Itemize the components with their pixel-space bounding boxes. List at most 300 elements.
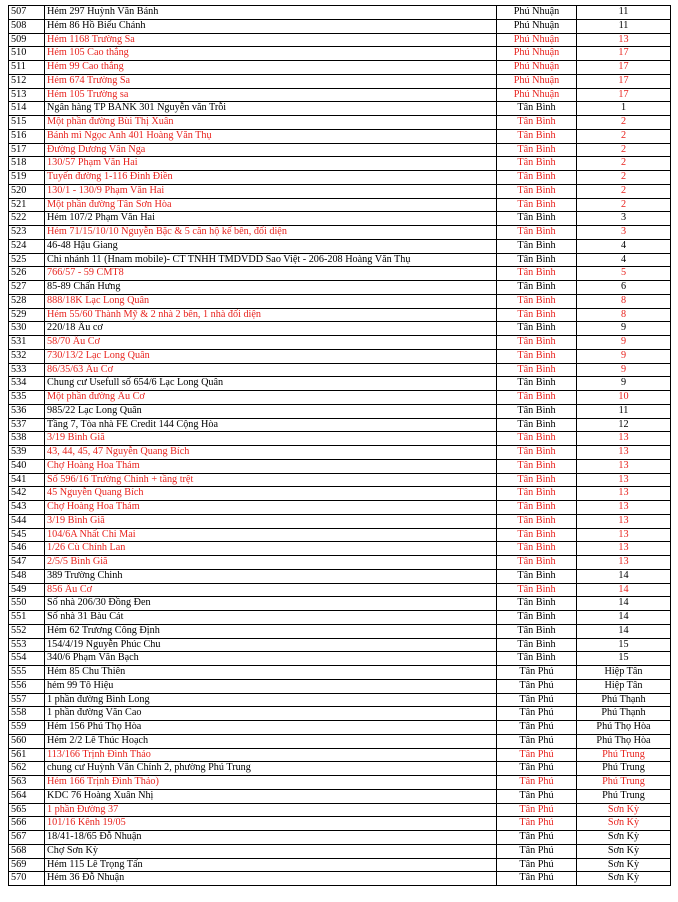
- table-row: [9, 432, 671, 446]
- table-row: [9, 184, 671, 198]
- ward-cell: 15: [577, 638, 671, 652]
- ward-cell: 9: [577, 322, 671, 336]
- row-number: 569: [9, 858, 45, 872]
- table-row: [9, 404, 671, 418]
- ward-cell: 13: [577, 459, 671, 473]
- address-cell: KDC 76 Hoàng Xuân Nhị: [45, 789, 497, 803]
- ward-cell: Sơn Kỳ: [577, 844, 671, 858]
- table-row: [9, 721, 671, 735]
- table-row: [9, 789, 671, 803]
- district-cell: Tân Bình: [497, 528, 577, 542]
- address-cell: Chợ Hoàng Hoa Thám: [45, 459, 497, 473]
- row-number: 545: [9, 528, 45, 542]
- table-row: [9, 734, 671, 748]
- ward-cell: 13: [577, 501, 671, 515]
- address-cell: Một phần đường Bùi Thị Xuân: [45, 116, 497, 130]
- ward-cell: Sơn Kỳ: [577, 803, 671, 817]
- address-cell: 154/4/19 Nguyễn Phúc Chu: [45, 638, 497, 652]
- ward-cell: 14: [577, 583, 671, 597]
- table-row: [9, 748, 671, 762]
- district-cell: Tân Bình: [497, 514, 577, 528]
- address-cell: 340/6 Phạm Văn Bạch: [45, 652, 497, 666]
- address-cell: Đường Dương Vân Nga: [45, 143, 497, 157]
- table-row: [9, 707, 671, 721]
- district-cell: Tân Phú: [497, 734, 577, 748]
- table-row: [9, 583, 671, 597]
- address-cell: Bánh mì Ngọc Anh 401 Hoàng Văn Thụ: [45, 129, 497, 143]
- district-cell: Tân Bình: [497, 322, 577, 336]
- row-number: 564: [9, 789, 45, 803]
- row-number: 566: [9, 817, 45, 831]
- district-cell: Tân Bình: [497, 583, 577, 597]
- table-row: [9, 776, 671, 790]
- address-cell: 3/19 Bình Giã: [45, 514, 497, 528]
- ward-cell: 14: [577, 611, 671, 625]
- district-cell: Tân Phú: [497, 844, 577, 858]
- table-row: [9, 418, 671, 432]
- district-cell: Phú Nhuận: [497, 33, 577, 47]
- district-cell: Tân Bình: [497, 501, 577, 515]
- ward-cell: 2: [577, 157, 671, 171]
- row-number: 541: [9, 473, 45, 487]
- address-cell: Hẻm 86 Hồ Biểu Chánh: [45, 19, 497, 33]
- address-cell: Hẻm 105 Trường sa: [45, 88, 497, 102]
- ward-cell: 2: [577, 129, 671, 143]
- district-cell: Tân Phú: [497, 721, 577, 735]
- table-row: [9, 624, 671, 638]
- row-number: 563: [9, 776, 45, 790]
- row-number: 511: [9, 61, 45, 75]
- district-cell: Tân Bình: [497, 116, 577, 130]
- address-cell: 2/5/5 Bình Giã: [45, 556, 497, 570]
- district-cell: Tân Bình: [497, 611, 577, 625]
- table-row: [9, 239, 671, 253]
- address-cell: 113/166 Trịnh Đình Thảo: [45, 748, 497, 762]
- table-row: [9, 679, 671, 693]
- address-cell: Hẻm 71/15/10/10 Nguyễn Bặc & 5 căn hộ kế bên, đối diện: [45, 226, 497, 240]
- table-row: [9, 597, 671, 611]
- table-row: [9, 569, 671, 583]
- table-row: [9, 844, 671, 858]
- row-number: 536: [9, 404, 45, 418]
- table-row: [9, 487, 671, 501]
- row-number: 519: [9, 171, 45, 185]
- district-cell: Tân Bình: [497, 336, 577, 350]
- row-number: 553: [9, 638, 45, 652]
- district-cell: Tân Phú: [497, 693, 577, 707]
- row-number: 524: [9, 239, 45, 253]
- row-number: 537: [9, 418, 45, 432]
- row-number: 527: [9, 281, 45, 295]
- address-cell: 130/1 - 130/9 Phạm Văn Hai: [45, 184, 497, 198]
- table-row: [9, 501, 671, 515]
- ward-cell: 6: [577, 281, 671, 295]
- ward-cell: 12: [577, 418, 671, 432]
- district-cell: Tân Bình: [497, 349, 577, 363]
- address-cell: Số 596/16 Trường Chinh + tầng trệt: [45, 473, 497, 487]
- row-number: 554: [9, 652, 45, 666]
- address-cell: Chợ Hoàng Hoa Thám: [45, 501, 497, 515]
- address-cell: 45 Nguyễn Quang Bích: [45, 487, 497, 501]
- district-cell: Phú Nhuận: [497, 6, 577, 20]
- row-number: 516: [9, 129, 45, 143]
- ward-cell: Sơn Kỳ: [577, 817, 671, 831]
- district-cell: Tân Phú: [497, 707, 577, 721]
- district-cell: Tân Bình: [497, 363, 577, 377]
- table-row: [9, 19, 671, 33]
- ward-cell: 3: [577, 226, 671, 240]
- address-cell: 1 phần đường Bình Long: [45, 693, 497, 707]
- row-number: 533: [9, 363, 45, 377]
- row-number: 551: [9, 611, 45, 625]
- district-cell: Tân Bình: [497, 129, 577, 143]
- ward-cell: Hiệp Tân: [577, 679, 671, 693]
- table-row: [9, 198, 671, 212]
- ward-cell: 14: [577, 569, 671, 583]
- district-cell: Tân Bình: [497, 198, 577, 212]
- ward-cell: 9: [577, 377, 671, 391]
- row-number: 557: [9, 693, 45, 707]
- table-row: [9, 212, 671, 226]
- ward-cell: 2: [577, 116, 671, 130]
- district-cell: Tân Bình: [497, 239, 577, 253]
- ward-cell: 11: [577, 19, 671, 33]
- row-number: 543: [9, 501, 45, 515]
- table-row: [9, 322, 671, 336]
- table-body: [9, 6, 671, 886]
- ward-cell: 14: [577, 597, 671, 611]
- ward-cell: 13: [577, 487, 671, 501]
- row-number: 510: [9, 47, 45, 61]
- district-cell: Phú Nhuận: [497, 88, 577, 102]
- table-row: [9, 528, 671, 542]
- row-number: 530: [9, 322, 45, 336]
- address-cell: Hẻm 674 Trường Sa: [45, 74, 497, 88]
- table-row: [9, 363, 671, 377]
- row-number: 550: [9, 597, 45, 611]
- ward-cell: Phú Trung: [577, 789, 671, 803]
- district-cell: Tân Bình: [497, 556, 577, 570]
- address-cell: 104/6A Nhất Chi Mai: [45, 528, 497, 542]
- row-number: 538: [9, 432, 45, 446]
- ward-cell: 2: [577, 171, 671, 185]
- ward-cell: 15: [577, 652, 671, 666]
- table-row: [9, 762, 671, 776]
- address-cell: chung cư Huỳnh Văn Chính 2, phường Phú Trung: [45, 762, 497, 776]
- row-number: 508: [9, 19, 45, 33]
- address-cell: Hẻm 99 Cao thắng: [45, 61, 497, 75]
- address-cell: 18/41-18/65 Đỗ Nhuận: [45, 831, 497, 845]
- ward-cell: 17: [577, 47, 671, 61]
- ward-cell: 9: [577, 363, 671, 377]
- district-cell: Tân Bình: [497, 102, 577, 116]
- table-row: [9, 803, 671, 817]
- row-number: 529: [9, 308, 45, 322]
- ward-cell: Phú Thọ Hòa: [577, 734, 671, 748]
- ward-cell: 14: [577, 624, 671, 638]
- ward-cell: 13: [577, 556, 671, 570]
- table-row: [9, 281, 671, 295]
- address-cell: 43, 44, 45, 47 Nguyễn Quang Bích: [45, 446, 497, 460]
- row-number: 521: [9, 198, 45, 212]
- row-number: 562: [9, 762, 45, 776]
- district-cell: Tân Phú: [497, 817, 577, 831]
- address-cell: 220/18 Âu cơ: [45, 322, 497, 336]
- district-cell: Tân Bình: [497, 459, 577, 473]
- row-number: 540: [9, 459, 45, 473]
- address-cell: 985/22 Lạc Long Quân: [45, 404, 497, 418]
- ward-cell: Sơn Kỳ: [577, 831, 671, 845]
- table-row: [9, 267, 671, 281]
- district-cell: Tân Bình: [497, 624, 577, 638]
- address-cell: 730/13/2 Lạc Long Quân: [45, 349, 497, 363]
- ward-cell: 8: [577, 294, 671, 308]
- ward-cell: Sơn Kỳ: [577, 858, 671, 872]
- ward-cell: 3: [577, 212, 671, 226]
- table-row: [9, 47, 671, 61]
- row-number: 559: [9, 721, 45, 735]
- address-cell: Hẻm 115 Lê Trọng Tấn: [45, 858, 497, 872]
- ward-cell: Phú Thạnh: [577, 693, 671, 707]
- ward-cell: 2: [577, 198, 671, 212]
- table-row: [9, 872, 671, 886]
- address-cell: Số nhà 206/30 Đồng Đen: [45, 597, 497, 611]
- table-row: [9, 349, 671, 363]
- ward-cell: 13: [577, 446, 671, 460]
- district-cell: Tân Bình: [497, 377, 577, 391]
- district-cell: Tân Phú: [497, 666, 577, 680]
- table-row: [9, 446, 671, 460]
- table-row: [9, 556, 671, 570]
- table-row: [9, 61, 671, 75]
- row-number: 531: [9, 336, 45, 350]
- district-cell: Phú Nhuận: [497, 61, 577, 75]
- ward-cell: Phú Thạnh: [577, 707, 671, 721]
- district-cell: Tân Bình: [497, 281, 577, 295]
- ward-cell: 17: [577, 74, 671, 88]
- ward-cell: 13: [577, 33, 671, 47]
- row-number: 547: [9, 556, 45, 570]
- row-number: 528: [9, 294, 45, 308]
- ward-cell: 11: [577, 404, 671, 418]
- address-cell: 1 phần đường Văn Cao: [45, 707, 497, 721]
- table-row: [9, 157, 671, 171]
- ward-cell: 13: [577, 473, 671, 487]
- row-number: 523: [9, 226, 45, 240]
- table-row: [9, 129, 671, 143]
- district-cell: Tân Phú: [497, 872, 577, 886]
- table-row: [9, 308, 671, 322]
- district-cell: Tân Phú: [497, 679, 577, 693]
- district-cell: Tân Bình: [497, 253, 577, 267]
- ward-cell: Hiệp Tân: [577, 666, 671, 680]
- table-row: [9, 473, 671, 487]
- ward-cell: 2: [577, 184, 671, 198]
- district-cell: Tân Bình: [497, 171, 577, 185]
- row-number: 556: [9, 679, 45, 693]
- table-row: [9, 226, 671, 240]
- ward-cell: 9: [577, 336, 671, 350]
- table-row: [9, 459, 671, 473]
- row-number: 507: [9, 6, 45, 20]
- address-cell: Số nhà 31 Bàu Cát: [45, 611, 497, 625]
- address-cell: 101/16 Kênh 19/05: [45, 817, 497, 831]
- district-cell: Tân Bình: [497, 597, 577, 611]
- district-cell: Phú Nhuận: [497, 19, 577, 33]
- row-number: 517: [9, 143, 45, 157]
- district-cell: Phú Nhuận: [497, 74, 577, 88]
- table-row: [9, 652, 671, 666]
- row-number: 525: [9, 253, 45, 267]
- address-cell: Chi nhánh 11 (Hnam mobile)- CT TNHH TMDVDD Sao Việt - 206-208 Hoàng Văn Thụ: [45, 253, 497, 267]
- row-number: 546: [9, 542, 45, 556]
- address-cell: 389 Trường Chinh: [45, 569, 497, 583]
- ward-cell: Phú Trung: [577, 748, 671, 762]
- address-cell: Tầng 7, Tòa nhà FE Credit 144 Cộng Hòa: [45, 418, 497, 432]
- table-row: [9, 858, 671, 872]
- address-cell: Một phần đường Tân Sơn Hòa: [45, 198, 497, 212]
- ward-cell: 13: [577, 432, 671, 446]
- ward-cell: 9: [577, 349, 671, 363]
- address-cell: Tuyến đường 1-116 Đinh Điền: [45, 171, 497, 185]
- address-cell: 86/35/63 Âu Cơ: [45, 363, 497, 377]
- address-cell: 85-89 Chấn Hưng: [45, 281, 497, 295]
- ward-cell: 2: [577, 143, 671, 157]
- address-cell: 130/57 Phạm Văn Hai: [45, 157, 497, 171]
- district-cell: Tân Bình: [497, 226, 577, 240]
- table-row: [9, 33, 671, 47]
- district-cell: Tân Bình: [497, 184, 577, 198]
- address-cell: Hẻm 55/60 Thành Mỹ & 2 nhà 2 bên, 1 nhà đối diện: [45, 308, 497, 322]
- address-cell: 766/57 - 59 CMT8: [45, 267, 497, 281]
- ward-cell: 13: [577, 514, 671, 528]
- table-row: [9, 611, 671, 625]
- table-row: [9, 336, 671, 350]
- row-number: 548: [9, 569, 45, 583]
- district-cell: Tân Bình: [497, 432, 577, 446]
- address-cell: Một phần đường Âu Cơ: [45, 391, 497, 405]
- table-row: [9, 171, 671, 185]
- district-cell: Tân Bình: [497, 418, 577, 432]
- table-row: [9, 88, 671, 102]
- row-number: 552: [9, 624, 45, 638]
- row-number: 532: [9, 349, 45, 363]
- row-number: 568: [9, 844, 45, 858]
- ward-cell: 17: [577, 61, 671, 75]
- row-number: 526: [9, 267, 45, 281]
- row-number: 514: [9, 102, 45, 116]
- address-cell: Hẻm 62 Trương Công Định: [45, 624, 497, 638]
- address-cell: Hẻm 36 Đỗ Nhuận: [45, 872, 497, 886]
- district-cell: Tân Bình: [497, 404, 577, 418]
- ward-cell: 1: [577, 102, 671, 116]
- table-row: [9, 693, 671, 707]
- table-row: [9, 6, 671, 20]
- ward-cell: 10: [577, 391, 671, 405]
- table-row: [9, 542, 671, 556]
- row-number: 560: [9, 734, 45, 748]
- address-cell: Hẻm 166 Trịnh Đình Thảo): [45, 776, 497, 790]
- ward-cell: 17: [577, 88, 671, 102]
- ward-cell: 4: [577, 253, 671, 267]
- district-cell: Phú Nhuận: [497, 47, 577, 61]
- row-number: 518: [9, 157, 45, 171]
- ward-cell: 11: [577, 6, 671, 20]
- address-cell: Ngân hàng TP BANK 301 Nguyễn văn Trỗi: [45, 102, 497, 116]
- table-row: [9, 831, 671, 845]
- district-cell: Tân Bình: [497, 267, 577, 281]
- address-cell: Chung cư Usefull số 654/6 Lạc Long Quân: [45, 377, 497, 391]
- ward-cell: Sơn Kỳ: [577, 872, 671, 886]
- ward-cell: Phú Trung: [577, 776, 671, 790]
- address-cell: 3/19 Bình Giã: [45, 432, 497, 446]
- district-cell: Tân Phú: [497, 803, 577, 817]
- row-number: 534: [9, 377, 45, 391]
- table-row: [9, 294, 671, 308]
- table-row: [9, 391, 671, 405]
- district-cell: Tân Bình: [497, 157, 577, 171]
- row-number: 535: [9, 391, 45, 405]
- address-cell: hẻm 99 Tô Hiệu: [45, 679, 497, 693]
- address-cell: Hẻm 1168 Trường Sa: [45, 33, 497, 47]
- row-number: 509: [9, 33, 45, 47]
- district-cell: Tân Phú: [497, 858, 577, 872]
- district-cell: Tân Bình: [497, 652, 577, 666]
- district-cell: Tân Phú: [497, 748, 577, 762]
- ward-cell: Phú Trung: [577, 762, 671, 776]
- address-cell: 888/18K Lạc Long Quân: [45, 294, 497, 308]
- row-number: 570: [9, 872, 45, 886]
- row-number: 542: [9, 487, 45, 501]
- address-cell: 58/70 Âu Cơ: [45, 336, 497, 350]
- row-number: 544: [9, 514, 45, 528]
- address-cell: Hẻm 105 Cao thắng: [45, 47, 497, 61]
- district-cell: Tân Bình: [497, 542, 577, 556]
- row-number: 539: [9, 446, 45, 460]
- address-cell: Hẻm 2/2 Lê Thúc Hoạch: [45, 734, 497, 748]
- row-number: 520: [9, 184, 45, 198]
- row-number: 565: [9, 803, 45, 817]
- row-number: 555: [9, 666, 45, 680]
- table-row: [9, 638, 671, 652]
- ward-cell: 13: [577, 528, 671, 542]
- district-cell: Tân Bình: [497, 294, 577, 308]
- district-cell: Tân Phú: [497, 831, 577, 845]
- table-row: [9, 514, 671, 528]
- district-cell: Tân Phú: [497, 789, 577, 803]
- table-row: [9, 377, 671, 391]
- ward-cell: 13: [577, 542, 671, 556]
- table-row: [9, 143, 671, 157]
- row-number: 515: [9, 116, 45, 130]
- table-row: [9, 102, 671, 116]
- row-number: 549: [9, 583, 45, 597]
- address-cell: Hẻm 156 Phú Thọ Hòa: [45, 721, 497, 735]
- district-cell: Tân Bình: [497, 391, 577, 405]
- lockdown-area-table: [8, 5, 671, 886]
- ward-cell: 5: [577, 267, 671, 281]
- district-cell: Tân Bình: [497, 569, 577, 583]
- district-cell: Tân Phú: [497, 762, 577, 776]
- district-cell: Tân Bình: [497, 143, 577, 157]
- row-number: 567: [9, 831, 45, 845]
- table-row: [9, 666, 671, 680]
- district-cell: Tân Bình: [497, 308, 577, 322]
- district-cell: Tân Bình: [497, 638, 577, 652]
- row-number: 561: [9, 748, 45, 762]
- district-cell: Tân Bình: [497, 446, 577, 460]
- address-cell: 46-48 Hậu Giang: [45, 239, 497, 253]
